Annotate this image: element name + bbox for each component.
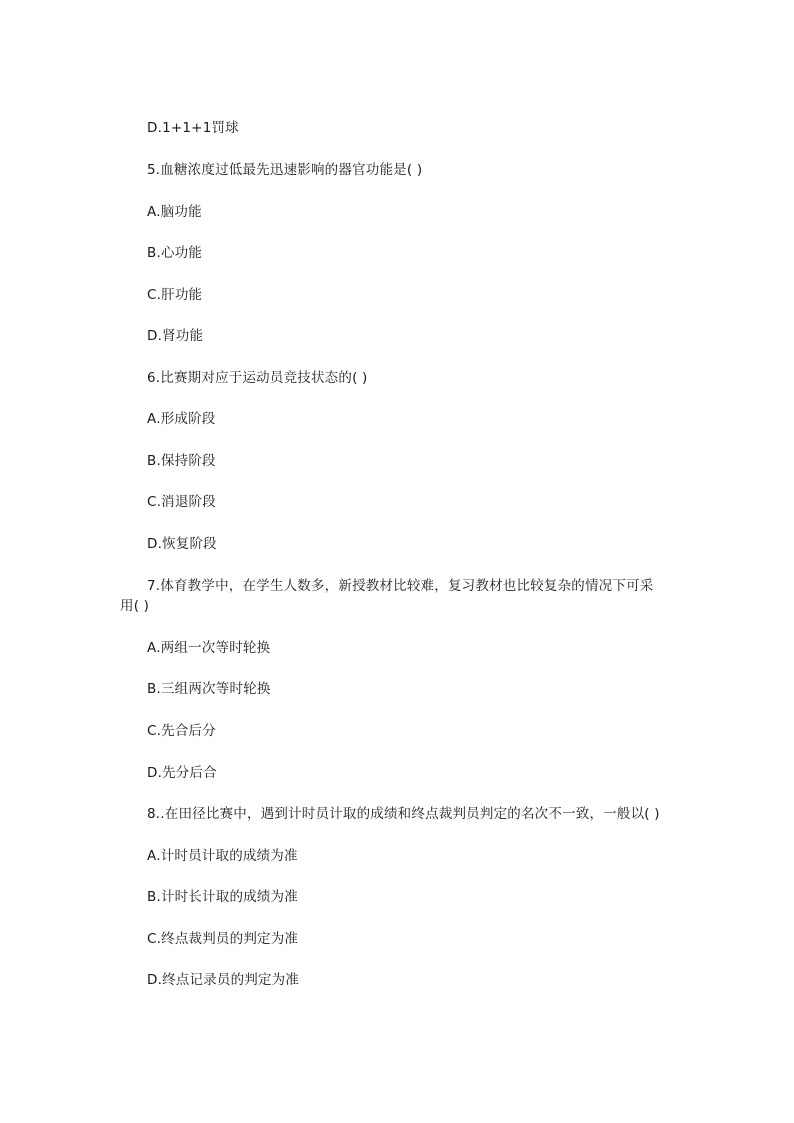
option-d-q6: D.恢复阶段: [147, 536, 217, 552]
option-d-q4: D.1+1+1罚球: [147, 120, 239, 136]
option-a-q5: A.脑功能: [147, 204, 202, 220]
question-5: 5.血糖浓度过低最先迅速影响的器官功能是( ): [147, 162, 423, 178]
option-b-q5: B.心功能: [147, 245, 203, 261]
option-d-q7: D.先分后合: [147, 765, 217, 781]
option-c-q8: C.终点裁判员的判定为准: [147, 931, 299, 947]
question-7-line-2: 用( ): [120, 598, 150, 614]
question-6: 6.比赛期对应于运动员竞技状态的( ): [147, 370, 368, 386]
question-7: [120, 576, 680, 616]
question-7-line-1: 7.体育教学中，在学生人数多，新授教材比较难，复习教材也比较复杂的情况下可采: [147, 578, 654, 594]
option-b-q6: B.保持阶段: [147, 453, 216, 469]
option-a-q6: A.形成阶段: [147, 411, 216, 427]
option-d-q8: D.终点记录员的判定为准: [147, 972, 300, 988]
option-c-q6: C.消退阶段: [147, 494, 216, 510]
option-b-q8: B.计时长计取的成绩为准: [147, 889, 298, 905]
option-d-q5: D.肾功能: [147, 328, 204, 344]
option-a-q8: A.计时员计取的成绩为准: [147, 848, 298, 864]
question-8: 8..在田径比赛中，遇到计时员计取的成绩和终点裁判员判定的名次不一致，一般以( ): [147, 806, 660, 822]
option-c-q7: C.先合后分: [147, 723, 216, 739]
option-c-q5: C.肝功能: [147, 287, 203, 303]
option-a-q7: A.两组一次等时轮换: [147, 640, 271, 656]
option-b-q7: B.三组两次等时轮换: [147, 681, 271, 697]
